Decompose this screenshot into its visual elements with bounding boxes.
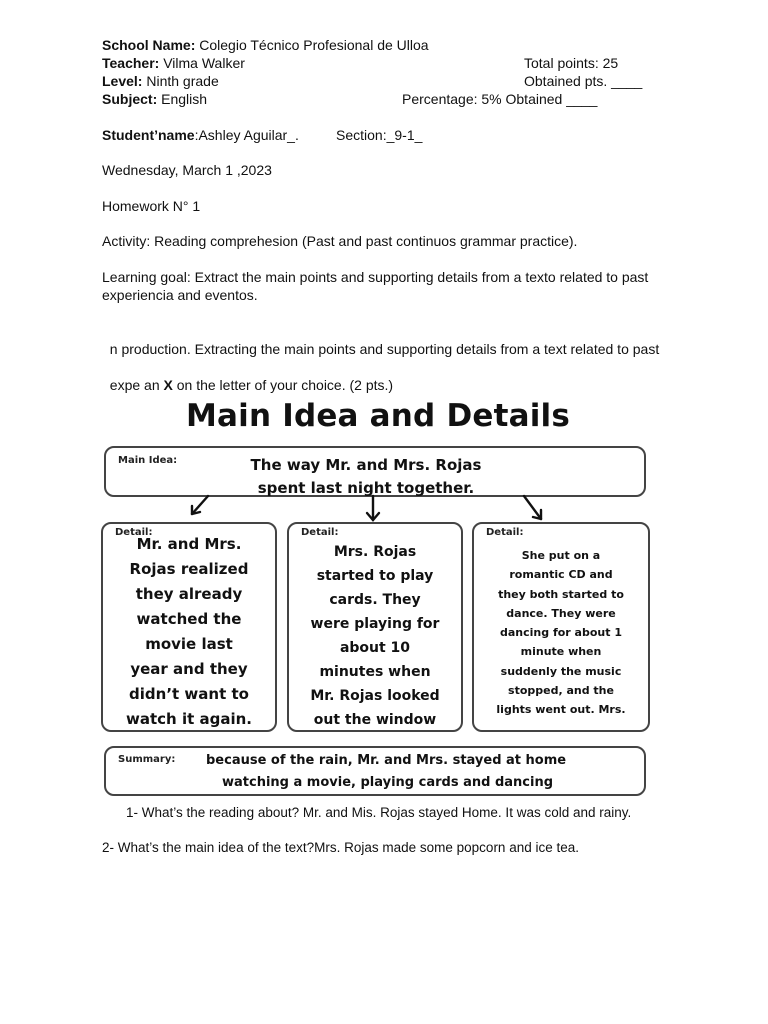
subject-value: English <box>157 91 208 107</box>
detail-box-1 <box>101 522 277 732</box>
student-name-label: Student’name <box>102 127 195 143</box>
main-idea-line-2: spent last night together. <box>257 479 475 497</box>
percentage: Percentage: 5% Obtained ____ <box>402 91 598 107</box>
summary-line-1: because of the rain, Mr. and Mrs. stayed at home <box>206 753 567 768</box>
summary-line-2: watching a movie, playing cards and dancing <box>222 775 554 790</box>
subject-label: Subject: <box>102 91 158 107</box>
detail-box-3 <box>472 522 650 732</box>
detail-label: Detail: <box>301 527 339 538</box>
homework-title: Homework N° 1 <box>102 198 201 214</box>
instruction-line-2 <box>102 358 393 394</box>
detail-box-2 <box>287 522 463 732</box>
subject-line <box>102 90 207 108</box>
teacher-value: Vilma Walker <box>159 55 245 71</box>
detail-text-1: Mr. and Mrs. Rojas realized they already watched the movie last year and they didn’t want to watch it again. <box>126 535 252 728</box>
section: Section:_9-1_ <box>336 127 423 143</box>
question-1: 1- What’s the reading about? Mr. and Mis. Rojas stayed Home. It was cold and rainy. <box>126 805 632 820</box>
instruction-text-end: on the letter of your choice. (2 pts.) <box>172 377 394 393</box>
student-name-value: :Ashley Aguilar_. <box>194 127 299 143</box>
arrows <box>100 396 656 526</box>
total-points: Total points: 25 <box>524 55 619 71</box>
level-label: Level: <box>102 73 143 89</box>
arrow-right-icon <box>524 496 541 519</box>
level-value: Ninth grade <box>142 73 219 89</box>
obtained-points: Obtained pts. ____ <box>524 73 643 89</box>
question-2: 2- What’s the main idea of the text?Mrs. Rojas made some popcorn and ice tea. <box>102 840 579 855</box>
detail-text-3: She put on a romantic CD and they both started to dance. They were dancing for about 1 minute when suddenly the music stopped, and the lights went out. Mrs. <box>496 549 626 717</box>
instruction-mark: X <box>163 377 173 393</box>
main-idea-organizer <box>100 396 656 800</box>
level-line <box>102 72 219 90</box>
main-idea-line-1: The way Mr. and Mrs. Rojas <box>250 456 482 474</box>
instruction-line-1: n production. Extracting the main points and supporting details from a text related to past <box>102 341 660 357</box>
detail-label: Detail: <box>486 527 524 538</box>
summary-box <box>104 746 646 796</box>
teacher-label: Teacher: <box>102 55 160 71</box>
activity: Activity: Reading comprehesion (Past and past continuos grammar practice). <box>102 233 578 249</box>
detail-text-2: Mrs. Rojas started to play cards. They were playing for about 10 minutes when Mr. Rojas looked out the window <box>310 544 440 728</box>
student-line <box>102 126 299 144</box>
summary-text <box>206 750 626 794</box>
school-name-label: School Name: <box>102 37 196 53</box>
date: Wednesday, March 1 ,2023 <box>102 162 272 178</box>
organizer-title: Main Idea and Details <box>185 398 571 434</box>
school-name-value: Colegio Técnico Profesional de Ulloa <box>195 37 429 53</box>
teacher-line <box>102 54 245 72</box>
main-idea-label: Main Idea: <box>118 455 178 466</box>
learning-goal: Learning goal: Extract the main points and supporting details from a texto related to past experiencia and eventos. <box>102 269 649 303</box>
summary-label: Summary: <box>118 754 176 765</box>
detail-label: Detail: <box>115 527 153 538</box>
school-name-line <box>102 36 429 54</box>
instruction-text: expe an <box>109 377 164 393</box>
